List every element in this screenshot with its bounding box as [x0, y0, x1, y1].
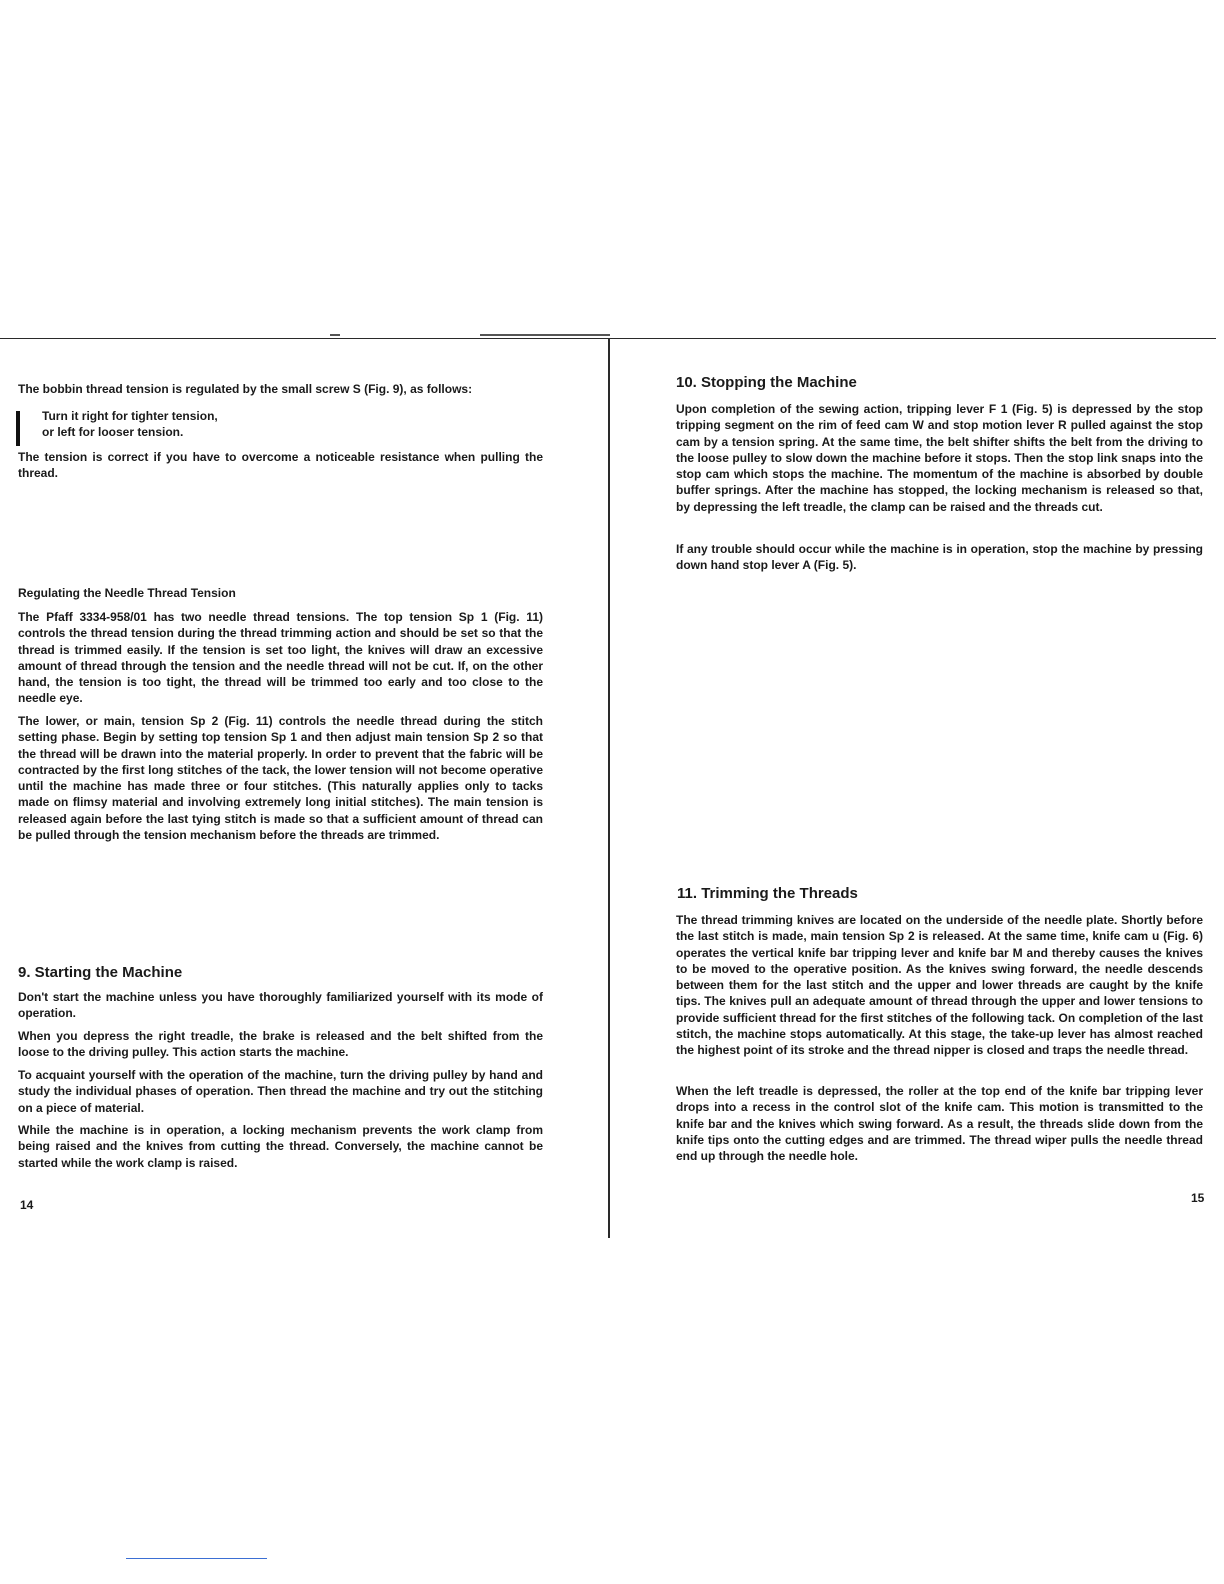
note-line-1: Turn it right for tighter tension, — [42, 409, 218, 423]
section-10-p1 — [676, 401, 1203, 515]
paragraph: To acquaint yourself with the operation of the machine, turn the driving pulley by hand and study the individual phases of operation. Then thread the machine and try out the stitching on a piece of material. — [18, 1068, 543, 1115]
paragraph: When the left treadle is depressed, the roller at the top end of the knife bar tripping lever drops into a recess in the control slot of the knife cam. This motion is transmitted to the knife bar and the knives which swing forward. As a result, the threads slide down from the knife tips onto the cutting edges and are trimmed. The thread wiper pulls the needle thread end up through the needle hole. — [676, 1084, 1203, 1164]
section-9-p4 — [18, 1122, 543, 1171]
note-text — [42, 408, 442, 441]
section-9-heading: 9. Starting the Machine — [18, 964, 183, 981]
section-9-p2 — [18, 1028, 543, 1061]
paragraph: When you depress the right treadle, the brake is released and the belt shifted from the loose to the driving pulley. This action starts the machine. — [18, 1029, 543, 1060]
section-9-p1 — [18, 989, 543, 1022]
scan-artifact — [330, 334, 340, 336]
tension-correct-text: The tension is correct if you have to overcome a noticeable resistance when pulling the thread. — [18, 450, 543, 481]
paragraph: If any trouble should occur while the machine is in operation, stop the machine by pressing down hand stop lever A (Fig. 5). — [676, 542, 1203, 573]
bottom-rule — [126, 1558, 267, 1559]
page-number-left: 14 — [20, 1198, 34, 1212]
section-10-heading: 10. Stopping the Machine — [676, 374, 857, 391]
page-number-right: 15 — [1191, 1191, 1205, 1205]
paragraph: The thread trimming knives are located on the underside of the needle plate. Shortly before the last stitch is made, main tension Sp 2 is released. At the same time, knife cam u (Fig. 6) operates the vertical knife bar tripping lever and knife bar M and thereby causes the knives to be moved to the operative position. As the knives swing forward, the needle descends between them for the last stitch and the upper and lower threads are caught by the knife tips. The knives pull an adequate amount of thread through the upper and lower tensions to provide sufficient thread for the first stitches of the following tack. On completion of the last stitch, the machine stops automatically. At this stage, the take-up lever has almost reached the highest point of its stroke and the thread nipper is closed and traps the needle thread. — [676, 913, 1203, 1058]
section-11-heading: 11. Trimming the Threads — [677, 885, 858, 902]
section-11-p1 — [676, 912, 1203, 1059]
intro-text: The bobbin thread tension is regulated by the small screw S (Fig. 9), as follows: — [18, 382, 473, 396]
needle-tension-p1 — [18, 609, 543, 707]
paragraph: Don't start the machine unless you have thoroughly familiarized yourself with its mode of operation. — [18, 990, 543, 1021]
needle-tension-heading: Regulating the Needle Thread Tension — [18, 586, 236, 600]
tension-correct-block — [18, 449, 543, 482]
note-bar — [16, 411, 20, 446]
paragraph: The lower, or main, tension Sp 2 (Fig. 11) controls the needle thread during the stitch setting phase. Begin by setting top tension Sp 1 and then adjust main tension Sp 2 so that the thread will be drawn into the material properly. In order to prevent that the fabric will be contracted by the first long stitches of the tack, the lower tension will not become operative until the machine has made three or four stitches. (This naturally applies only to tacks made on flimsy material and involving extremely long initial stitches). The main tension is released again before the last tying stitch is made so that a sufficient amount of thread can be pulled through the tension mechanism before the threads are trimmed. — [18, 714, 543, 843]
note-line-2: or left for looser tension. — [42, 425, 184, 440]
section-9-p3 — [18, 1067, 543, 1116]
paragraph: While the machine is in operation, a locking mechanism prevents the work clamp from being raised and the knives from cutting the thread. Conversely, the machine cannot be started while the work clamp is raised. — [18, 1123, 543, 1170]
paragraph: Upon completion of the sewing action, tripping lever F 1 (Fig. 5) is depressed by the stop tripping segment on the rim of feed cam W and stop motion lever R pulled against the stop cam by a tension spring. At the same time, the belt shifter shifts the belt from the driving to the loose pulley to slow down the machine before it stops. Then the stop link snaps into the stop cam which stops the machine. The momentum of the machine is absorbed by double buffer springs. After the machine has stopped, the locking mechanism is released so that, by depressing the left treadle, the clamp can be raised and the threads cut. — [676, 402, 1203, 514]
needle-tension-p2 — [18, 713, 543, 843]
section-10-p2 — [676, 541, 1203, 574]
section-11-p2 — [676, 1083, 1203, 1164]
bobbin-tension-intro — [18, 381, 543, 397]
paragraph: The Pfaff 3334-958/01 has two needle thread tensions. The top tension Sp 1 (Fig. 11) controls the thread tension during the thread trimming action and should be set so that the thread is trimmed easily. If the tension is set too light, the knives will draw an excessive amount of thread through the tension and the needle thread will not be cut. If, on the other hand, the tension is too tight, the thread will be trimmed too early and too close to the needle eye. — [18, 610, 543, 706]
page-spine — [608, 338, 610, 1238]
scan-artifact — [480, 334, 610, 336]
